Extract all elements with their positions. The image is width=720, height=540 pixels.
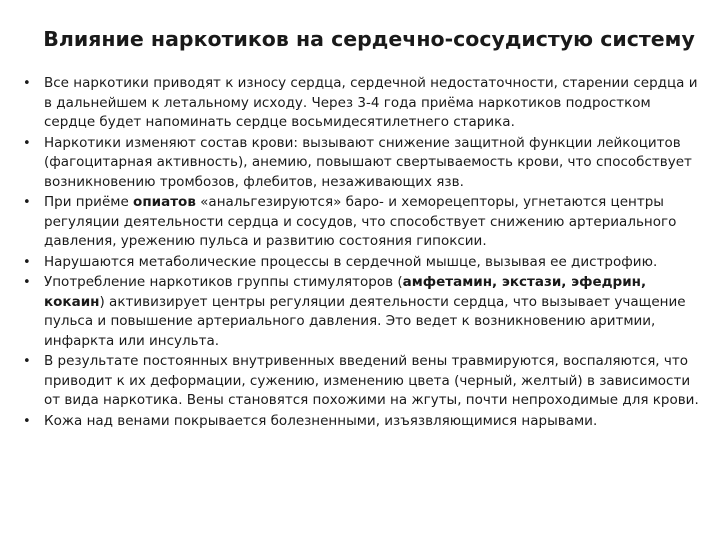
bullet-item: [20, 273, 702, 351]
bullet-text: Употребление наркотиков группы стимуляторов (: [44, 274, 403, 290]
bullet-text: Все наркотики приводят к износу сердца, сердечной недостаточности, старении сердца и в дальнейшем к летальному исходу. Через 3-4 года приёма наркотиков подростком сердце будет напоминать сердце восьмидесятилетнего старика.: [44, 75, 698, 130]
bullet-bold-text: опиатов: [133, 194, 196, 210]
bullet-item: [20, 412, 702, 432]
bullet-text: В результате постоянных внутривенных введений вены травмируются, воспаляются, что приводит к их деформации, сужению, изменению цвета (черный, желтый) в зависимости от вида наркотика. Вены становятся похожими на жгуты, почти непроходимые для крови.: [44, 353, 699, 408]
slide-title: Влияние наркотиков на сердечно-сосудистую систему: [43, 27, 695, 51]
bullet-text: «анальгезируются» баро- и хеморецепторы, угнетаются центры регуляции деятельности сердца и сосудов, что способствует снижению артериального давления, урежению пульса и развитию состояния гипоксии.: [44, 194, 677, 249]
bullet-list: [20, 74, 702, 431]
bullet-text: ) активизирует центры регуляции деятельности сердца, что вызывает учащение пульса и повышение артериального давления. Это ведет к возникновению аритмии, инфаркта или инсульта.: [44, 293, 686, 349]
bullet-item: [20, 193, 702, 252]
bullet-item: [20, 74, 702, 133]
bullet-text: Нарушаются метаболические процессы в сердечной мышце, вызывая ее дистрофию.: [44, 253, 658, 270]
bullet-item: [20, 352, 702, 411]
bullet-text: Кожа над венами покрывается болезненными, изъязвляющимися нарывами.: [44, 412, 598, 429]
bullet-text: Наркотики изменяют состав крови: вызывают снижение защитной функции лейкоцитов (фагоцитарная активность), анемию, повышают свертываемость крови, что способствует возникновению тромбозов, флебитов, незаживающих язв.: [44, 134, 692, 190]
bullet-item: [20, 253, 702, 273]
bullet-item: [20, 134, 702, 193]
bullet-bold-text: амфетамин, экстази, эфедрин, кокаин: [44, 274, 647, 310]
bullet-text: При приёме: [44, 194, 134, 210]
